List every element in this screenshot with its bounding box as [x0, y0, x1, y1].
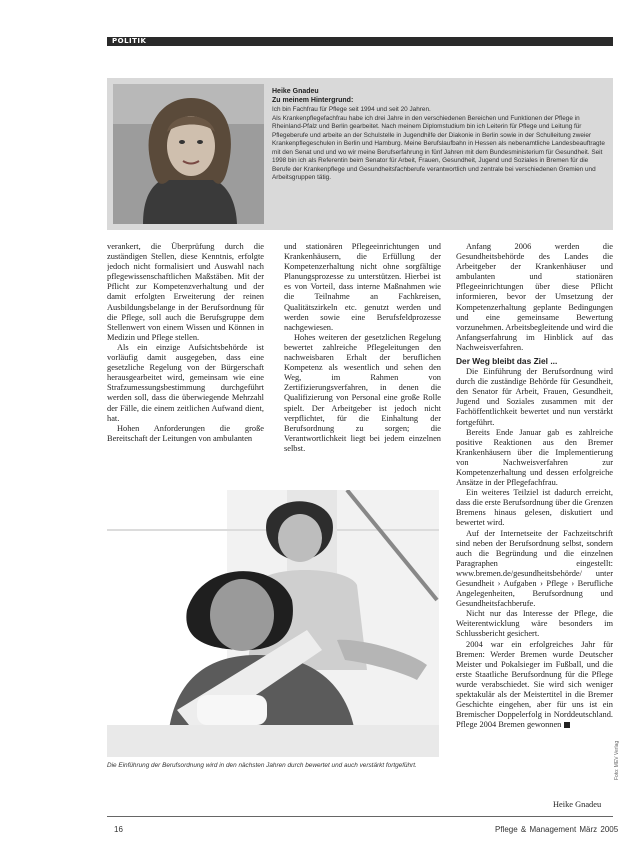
journal-footer: Pflege & Management März 2005	[495, 825, 619, 834]
section-bar	[107, 37, 613, 46]
bio-text	[272, 106, 608, 183]
bio-subtitle: Zu meinem Hintergrund:	[272, 97, 354, 104]
article-paragraph: Bereits Ende Januar gab es zahlreiche positive Reaktionen aus den Bremer Krankenhäusern über die Implementierung von Nachweisverfahren zur Kompetenzerhaltung und dessen erfolgreiche Ansätze in der Pflegefachfrau.	[456, 427, 613, 488]
article-paragraph: Hohen Anforderungen die große Bereitschaft der Leitungen von ambulanten	[107, 423, 264, 443]
article-paragraph: Nicht nur das Interesse der Pflege, die Weiterentwicklung wäre besonders im Schlussbericht gesichert.	[456, 609, 613, 639]
article-column-1	[107, 242, 264, 497]
author-signature: Heike Gnadeu	[553, 800, 602, 809]
bio-paragraph: Als Krankenpflegefachfrau habe ich drei Jahre in den verschiedenen Bereichen und Funktionen der Pflege in Rheinland-Pfalz und Berlin gearbeitet. Nach meinem Diplomstudium bin ich Leiterin für Pflege und Leitung für Pflegeberufe und arbeite an der Schulstelle in Jugendhilfe der Diakonie in Berlin sowie in der Schulleitung zweier Krankenpflegeschulen in Berlin und Hamburg. Meine Berufslaufbahn in Hessen als nebenamtliche Landesbeauftragte mit den Senat und und wo wir meine Berufserfahrung in fünf Jahren mit dem Bundesministerium für Gesundheit. Seit 1998 bin ich als Referentin beim Senator für Arbeit, Frauen, Gesundheit, Jugend und Soziales in Bremen für die Berufe der Krankenpflege und Gesundheitsfachberufe verantwortlich und zentrale bei verschiedenen Gremien und Arbeitsgruppen tätig.	[272, 114, 605, 182]
end-of-article-mark	[564, 722, 570, 728]
photo-credit: Foto: MEV Verlag	[614, 740, 620, 780]
section-heading: Der Weg bleibt das Ziel ...	[456, 356, 558, 367]
page-number: 16	[114, 825, 123, 834]
article-paragraph: verankert, die Überprüfung durch die zuständigen Stellen, diese Kenntnis, erfolgte jedoch nicht formalisiert und Auswahl nach pflegewissenschaftlichen Maßstäben. Mit der Pflicht zur Kompetenzverhaltung und der damit erfolgten Erweiterung der reinen Ausbildungsbelange in der Berufsordnung für die Pflege, soll auch die Berufsgruppe dem Stellenwert von einem Wissen und Können in Medizin und Pflege stellen.	[107, 242, 264, 342]
bio-paragraph: Ich bin Fachfrau für Pflege seit 1994 und seit 20 Jahren.	[272, 106, 431, 113]
article-paragraph: Die Einführung der Berufsordnung wird durch die zuständige Behörde für Gesundheit, den Senator für Arbeit, Frauen, Gesundheit, Jugend und Soziales zusammen mit der Fachöffentlichkeit bewertet und nun verstärkt fortgeführt.	[456, 367, 613, 427]
footer-rule	[107, 816, 613, 817]
article-paragraph: Anfang 2006 werden die Gesundheitsbehörde des Landes die Arbeitgeber der Krankenhäuser und ambulanten und stationären Pflegeeinrichtungen über diese Pflicht informieren, bevor der Umsetzung der Kompetenzerhaltung geplante Bedingungen und eine gemeinsame Bewertung vorzunehmen. Arbeitsbegleitende und wird die Anfangserfahrung im Hinblick auf das Nachweisverfahren.	[456, 242, 613, 352]
article-column-3	[456, 242, 613, 812]
author-portrait	[113, 84, 264, 224]
article-column-2	[284, 242, 441, 497]
article-paragraph: Als ein einzige Aufsichtsbehörde ist vorläufig damit ausgegeben, dass eine gesetzliche Regelung von der Bürgerschaft herausgearbeitet wird, gemeinsam wie eine Strafzumessungsbestimmung durchgeführt werden soll, dass die überwiegende Mehrzahl der Fälle, die einem zeitlichen Aufwand dient, hat.	[107, 342, 264, 423]
article-paragraph: Auf der Internetseite der Fachzeitschrift sind neben der Berufsordnung selbst, sondern auch die Begründung und die einzelnen Paragraphen eingestellt: www.bremen.de/gesundheitsbehörde/ unter Gesundheit › Aufgaben › Pflege › Berufliche Angelegenheiten, Berufsordnung und Gesundheitsfachberufe.	[456, 528, 613, 609]
article-paragraph: Hohes weiteren der gesetzlichen Regelung bewertet zahlreiche Pflegeleitungen den nachweisbaren Erhalt der beruflichen Kompetenz als wesentlich und sehen den Weg, im Rahmen von Zertifizierungsverfahren, in denen die Qualifizierung von Personal eine große Rolle spielt. Der Arbeitgeber ist jedoch nicht verpflichtet, für die Einhaltung der Berufsordnung zu sorgen; die Verantwortlichkeit liegt bei jedem einzelnen selbst.	[284, 332, 441, 453]
article-paragraph: und stationären Pflegeeinrichtungen und Krankenhäusern, die Erfüllung der Kompetenzerhaltung nicht ohne sorgfältige Planungsprozesse zu unterstützen. Hierbei ist es von Vorteil, dass interne Maßnahmen wie die Teilnahme an Fachkreisen, Qualitätszirkeln etc. genutzt werden und werden sowie eine Berufsfeldprozesse nachgewiesen.	[284, 242, 441, 332]
article-paragraph	[456, 640, 613, 731]
bio-name: Heike Gnadeu	[272, 88, 319, 95]
section-label: POLITIK	[112, 37, 147, 45]
article-paragraph: Ein weiteres Teilziel ist dadurch erreicht, dass die erste Berufsordnung über die Grenzen Bremens hinaus gelesen, diskutiert und bewertet wird.	[456, 488, 613, 528]
closing-paragraph-text: 2004 war ein erfolgreiches Jahr für Bremen: Werder Bremen wurde Deutscher Meister und Pokalsieger im Fußball, und die erste Staatliche Berufsordnung für die Pflege wurde verabschiedet. Sie wird sich weniger spektakulär als der Meistertitel in die Bremer Geschichte eingehen, aber für uns ist ein Bremischer Doppelerfolg in Norddeutschland. Pflege 2004 Bremen gewonnen	[456, 639, 613, 730]
article-photo	[107, 490, 439, 757]
photo-caption: Die Einführung der Berufsordnung wird in den nächsten Jahren durch bewertet und auch verstärkt fortgeführt.	[107, 762, 417, 769]
